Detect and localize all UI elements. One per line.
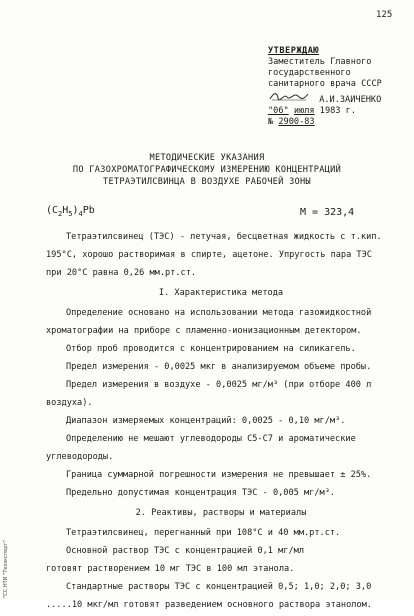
document-body <box>46 230 396 616</box>
approval-date <box>268 106 382 117</box>
section-heading-1: I. Характеристика метода <box>158 288 284 298</box>
paragraph: Предельно допустимая концентрация ТЭС - 0,005 мг/м³. <box>66 488 336 498</box>
approval-title: УТВЕРЖДАЮ <box>268 46 320 56</box>
approval-position-line-1: Заместитель Главного <box>268 57 372 67</box>
side-stamp-text: "СС НТИ "Техэксперт" <box>3 540 9 598</box>
paragraph: Предел измерения - 0,0025 мкг в анализируемом объеме пробы. <box>66 362 372 372</box>
number-prefix: № <box>268 117 274 127</box>
paragraph: Определение основано на использовании метода газожидкостной <box>66 308 372 318</box>
approval-number <box>268 117 382 128</box>
date-year: 1983 г. <box>319 106 356 116</box>
paragraph: Тетраэтилсвинец, перегнанный при 108°С и 40 мм.рт.ст. <box>66 528 341 538</box>
paragraph: Стандартные растворы ТЭС с концентрацией 0,5; 1,0; 2,0; 3,0 <box>66 582 372 592</box>
section-heading-2: 2. Реактивы, растворы и материалы <box>135 508 307 518</box>
paragraph: Предел измерения в воздухе - 0,0025 мг/м³ (при отборе 400 л <box>66 380 372 390</box>
chemical-formula: $(C_2H_5)_4Pb$ <box>46 205 95 218</box>
paragraph: Отбор проб проводится с концентрированием на силикагель. <box>66 344 356 354</box>
title-line-3: ТЕТРАЭТИЛСВИНЦА В ВОЗДУХЕ РАБОЧЕЙ ЗОНЫ <box>102 177 311 187</box>
paragraph: Диапазон измеряемых концентраций: 0,0025 - 0,10 мг/м³. <box>66 416 346 426</box>
signature-line <box>268 90 382 106</box>
number-value: 2900-83 <box>278 117 315 127</box>
paragraph: готовят растворением 10 мг ТЭС в 100 мл этанола. <box>46 564 295 574</box>
title-line-2: ПО ГАЗОХРОМАТОГРАФИЧЕСКОМУ ИЗМЕРЕНИЮ КОНЦЕНТРАЦИЙ <box>72 165 342 175</box>
signer-name: А.И.ЗАИЧЕНКО <box>319 95 382 105</box>
approval-block <box>268 46 382 128</box>
paragraph: хроматографии на приборе с пламенно-ионизационным детектором. <box>46 326 362 336</box>
paragraph: при 20°С равна 0,26 мм.рт.ст. <box>46 268 197 278</box>
page-number: 125 <box>376 10 393 20</box>
title-line-1: МЕТОДИЧЕСКИЕ УКАЗАНИЯ <box>149 153 265 163</box>
paragraph: Определению не мешают углеводороды C5-C7 и ароматические <box>66 434 356 444</box>
paragraph: углеводороды. <box>46 452 114 462</box>
document-title <box>0 152 414 188</box>
paragraph: .....10 мкг/мл готовят разведением основного раствора этанолом. <box>46 600 372 610</box>
molar-mass: М = 323,4 <box>300 207 355 218</box>
date-day: "06" <box>268 106 289 116</box>
paragraph: 195°С, хорошо растворимая в спирте, ацетоне. Упругость пара ТЭС <box>46 250 372 260</box>
date-month: июля <box>293 106 315 116</box>
paragraph: воздуха). <box>46 398 93 408</box>
handwritten-signature <box>268 90 310 102</box>
side-stamp <box>3 498 13 598</box>
paragraph: Граница суммарной погрешности измерения не превышает ± 25%. <box>66 470 372 480</box>
approval-position-line-3: санитарного врача СССР <box>268 79 382 89</box>
approval-position-line-2: государственного <box>268 68 351 78</box>
paragraph: Тетраэтилсвинец (ТЭС) - летучая, бесцветная жидкость с т.кип. <box>66 232 382 242</box>
paragraph: Основной раствор ТЭС с концентрацией 0,1 мг/мл <box>66 546 304 556</box>
